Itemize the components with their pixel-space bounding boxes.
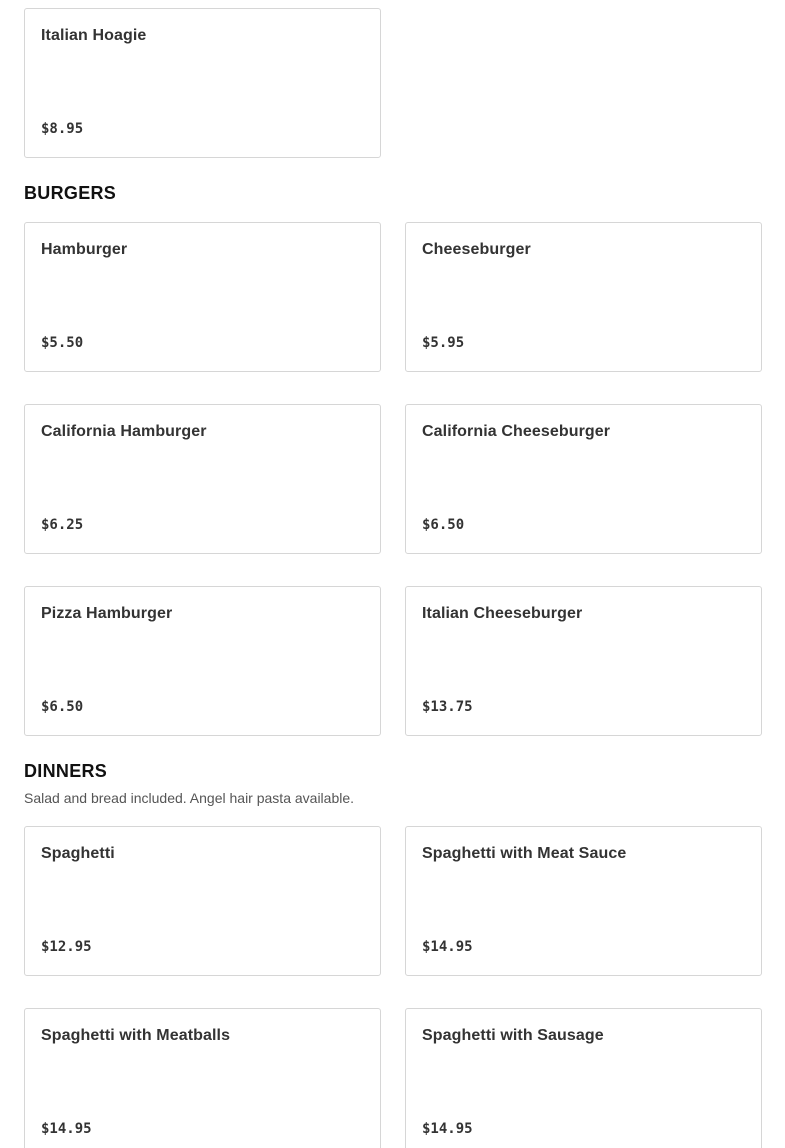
menu-item-name: Cheeseburger (422, 241, 531, 258)
menu-item-card[interactable] (24, 404, 381, 554)
menu-item-card[interactable] (24, 586, 381, 736)
section-title-burgers: BURGERS (24, 183, 117, 203)
section-title-dinners: DINNERS (24, 761, 108, 781)
menu-item-card[interactable] (24, 8, 381, 158)
menu-item-card[interactable] (405, 404, 762, 554)
menu-item-price: $5.50 (41, 335, 84, 351)
menu-item-card[interactable] (405, 1008, 762, 1148)
menu-item-card[interactable] (24, 1008, 381, 1148)
menu-item-name: Italian Cheeseburger (422, 605, 583, 622)
menu-item-name: Hamburger (41, 241, 128, 258)
menu-item-card[interactable] (405, 586, 762, 736)
menu-item-price: $6.50 (422, 517, 465, 533)
menu-item-price: $6.50 (41, 699, 84, 715)
menu-item-price: $14.95 (422, 939, 473, 955)
menu-item-card[interactable] (405, 826, 762, 976)
menu-item-price: $12.95 (41, 939, 92, 955)
menu-item-name: California Hamburger (41, 423, 207, 440)
menu-item-price: $6.25 (41, 517, 84, 533)
menu-item-name: California Cheeseburger (422, 423, 611, 440)
menu-item-card[interactable] (24, 222, 381, 372)
menu-item-name: Pizza Hamburger (41, 605, 173, 622)
menu-item-price: $14.95 (41, 1121, 92, 1137)
menu-item-price: $5.95 (422, 335, 465, 351)
menu-item-card[interactable] (24, 826, 381, 976)
menu-item-price: $13.75 (422, 699, 473, 715)
menu-item-name: Spaghetti with Meatballs (41, 1027, 231, 1044)
menu-item-name: Spaghetti with Sausage (422, 1027, 604, 1044)
menu-item-name: Spaghetti (41, 845, 115, 862)
menu-item-name: Spaghetti with Meat Sauce (422, 845, 627, 862)
menu-item-name: Italian Hoagie (41, 27, 147, 44)
menu-item-card[interactable] (405, 222, 762, 372)
section-description: Salad and bread included. Angel hair pasta available. (24, 790, 355, 806)
menu-item-price: $8.95 (41, 121, 84, 137)
menu-item-price: $14.95 (422, 1121, 473, 1137)
